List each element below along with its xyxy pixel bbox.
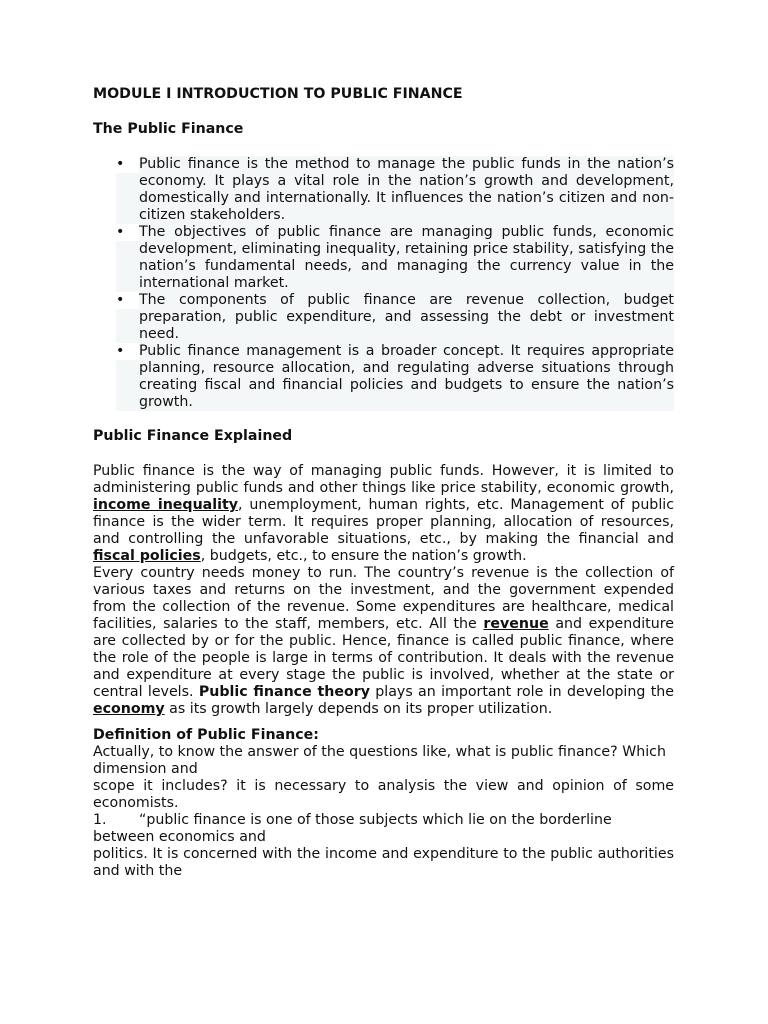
bullet-text: The components of public finance are revenue collection, budget preparation, public expenditure, and assessing the debt or investment need. (139, 292, 674, 342)
text-run: “public finance is one of those subjects which lie on the borderline between economics and (93, 812, 612, 845)
list-item (116, 156, 674, 224)
definition-line-1: Actually, to know the answer of the questions like, what is public finance? Which dimension and (93, 744, 666, 777)
text-run: and expenditure are collected by or for the public. Hence, finance is called public finance, where the role of the people is large in terms of contribution. It deals with the revenue and expenditure at every stage the public is involved, whether at the state or central levels. (93, 616, 674, 700)
link-economy[interactable]: economy (93, 701, 165, 717)
paragraph-explained-2 (93, 565, 674, 718)
module-title: MODULE I INTRODUCTION TO PUBLIC FINANCE (93, 86, 463, 102)
section-heading-public-finance: The Public Finance (93, 121, 244, 137)
list-item (116, 292, 674, 343)
bullet-icon: • (116, 156, 139, 173)
bullet-list (116, 156, 674, 411)
item-number: 1. (93, 812, 107, 828)
bullet-text: Public finance management is a broader concept. It requires appropriate planning, resource allocation, and regulating adverse situations through creating fiscal and financial policies and budgets to ensure the nation’s growth. (139, 343, 674, 410)
paragraph-explained-1 (93, 463, 674, 565)
link-revenue[interactable]: revenue (483, 616, 549, 632)
text-run: Every country needs money to run. The country’s revenue is the collection of various taxes and returns on the investment, and the government expended from the collection of the revenue. Some expenditures are healthcare, medical facilities, salaries to the staff, members, etc. All the (93, 565, 674, 632)
bullet-icon: • (116, 343, 139, 360)
section-heading-explained: Public Finance Explained (93, 428, 293, 444)
text-run: Public finance is the way of managing public funds. However, it is limited to administering public funds and other things like price stability, economic growth, (93, 463, 674, 496)
list-item (116, 224, 674, 292)
bullet-icon: • (116, 292, 139, 309)
definition-item-1a (93, 812, 674, 846)
text-run: plays an important role in developing the (369, 684, 674, 700)
bullet-text: Public finance is the method to manage the public funds in the nation’s economy. It plays a vital role in the nation’s growth and development, domestically and internationally. It influences the nation’s citizen and non-citizen stakeholders. (139, 156, 674, 223)
bullet-text: The objectives of public finance are managing public funds, economic development, eliminating inequality, retaining price stability, satisfying the nation’s fundamental needs, and managing the currency value in the international market. (139, 224, 674, 291)
link-income-inequality[interactable]: income inequality (93, 497, 239, 513)
text-run: , unemployment, human rights, etc. Management of public finance is the wider term. It requires proper planning, allocation of resources, and controlling the unfavorable situations, etc., by making the financial and (93, 497, 674, 547)
section-heading-definition: Definition of Public Finance: (93, 727, 319, 743)
text-run: as its growth largely depends on its proper utilization. (164, 701, 553, 717)
bold-public-finance-theory: Public finance theory (198, 684, 370, 700)
definition-item-1b: politics. It is concerned with the income and expenditure to the public authorities and with the (93, 846, 674, 879)
bullet-icon: • (116, 224, 139, 241)
document-page (93, 86, 674, 880)
list-item (116, 343, 674, 411)
link-fiscal-policies[interactable]: fiscal policies (93, 548, 201, 564)
text-run: , budgets, etc., to ensure the nation’s growth. (200, 548, 527, 564)
definition-line-2: scope it includes? it is necessary to analysis the view and opinion of some economists. (93, 778, 674, 811)
